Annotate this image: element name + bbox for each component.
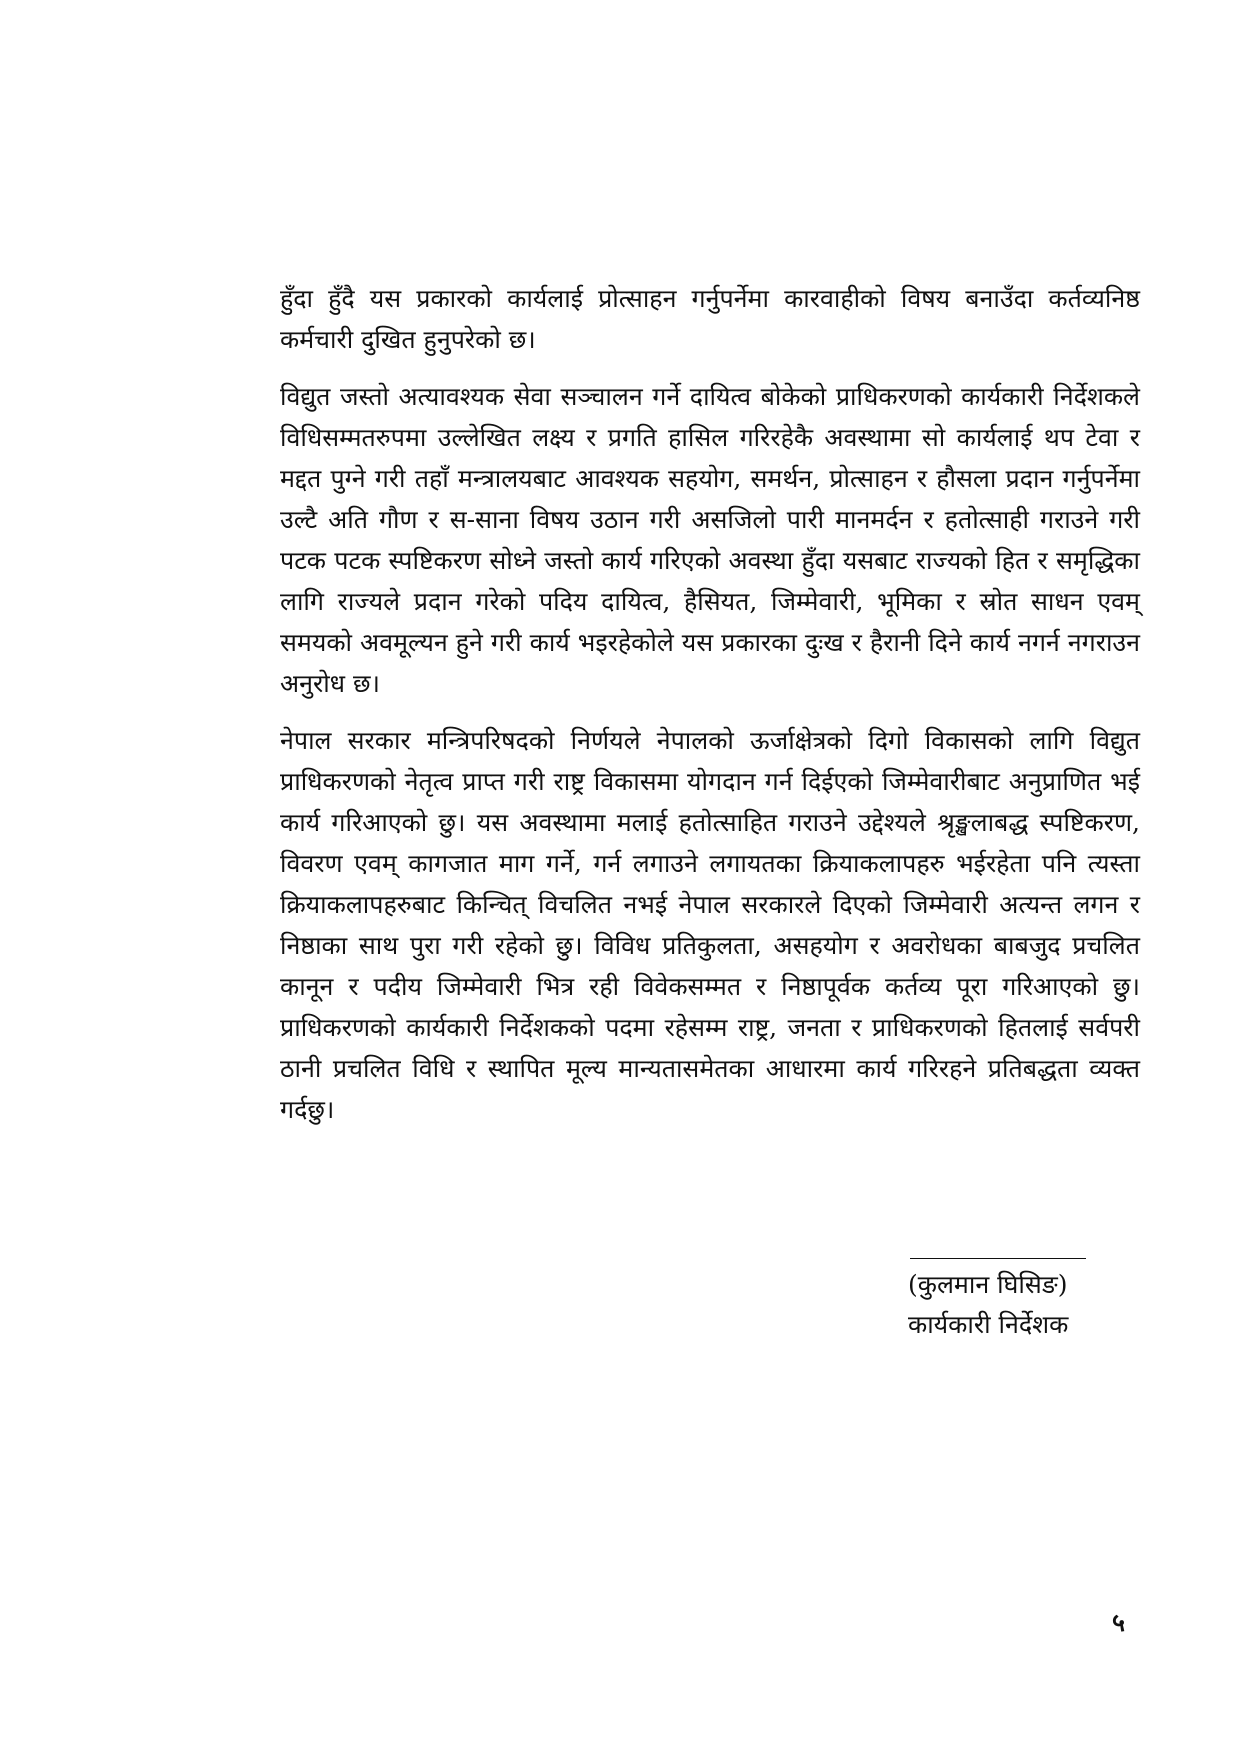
signatory-name: (कुलमान घिसिङ) [908,1270,1068,1299]
paragraph-3: नेपाल सरकार मन्त्रिपरिषदको निर्णयले नेपालको ऊर्जाक्षेत्रको दिगो विकासको लागि विद्युत प्राधिकरणको नेतृत्व प्राप्त गरी राष्ट्र विकासमा योगदान गर्न दिईएको जिम्मेवारीबाट अनुप्राणित भई कार्य गरिआएको छु। यस अवस्थामा मलाई हतोत्साहित गराउने उद्देश्यले श्रृङ्खलाबद्ध स्पष्टिकरण, विवरण एवम् कागजात माग गर्ने, गर्न लगाउने लगायतका क्रियाकलापहरु भईरहेता पनि त्यस्ता क्रियाकलापहरुबाट किन्चित् विचलित नभई नेपाल सरकारले दिएको जिम्मेवारी अत्यन्त लगन र निष्ठाका साथ पुरा गरी रहेको छु। विविध प्रतिकुलता, असहयोग र अवरोधका बाबजुद प्रचलित कानून र पदीय जिम्मेवारी भित्र रही विवेकसम्मत र निष्ठापूर्वक कर्तव्य पूरा गरिआएको छु। प्राधिकरणको कार्यकारी निर्देशकको पदमा रहेसम्म राष्ट्र, जनता र प्राधिकरणको हितलाई सर्वपरी ठानी प्रचलित विधि र स्थापित मूल्य मान्यतासमेतका आधारमा कार्य गरिरहने प्रतिबद्धता व्यक्त गर्दछु। [280,726,1140,1124]
letter-body [280,278,1140,1146]
page-number: ५ [1112,1608,1126,1637]
paragraph-2: विद्युत जस्तो अत्यावश्यक सेवा सञ्चालन गर्ने दायित्व बोकेको प्राधिकरणको कार्यकारी निर्देशकले विधिसम्मतरुपमा उल्लेखित लक्ष्य र प्रगति हासिल गरिरहेकै अवस्थामा सो कार्यलाई थप टेवा र मद्दत पुग्ने गरी तहाँ मन्त्रालयबाट आवश्यक सहयोग, समर्थन, प्रोत्साहन र हौसला प्रदान गर्नुपर्नेमा उल्टै अति गौण र स-साना विषय उठान गरी असजिलो पारी मानमर्दन र हतोत्साही गराउने गरी पटक पटक स्पष्टिकरण सोध्ने जस्तो कार्य गरिएको अवस्था हुँदा यसबाट राज्यको हित र समृद्धिका लागि राज्यले प्रदान गरेको पदिय दायित्व, हैसियत, जिम्मेवारी, भूमिका र स्रोत साधन एवम् समयको अवमूल्यन हुने गरी कार्य भइरहेकोले यस प्रकारका दुःख र हैरानी दिने कार्य नगर्न नगराउन अनुरोध छ। [280,382,1140,698]
signature-line [910,1258,1086,1259]
signature-block [908,1258,1158,1345]
paragraph-1: हुँदा हुँदै यस प्रकारको कार्यलाई प्रोत्साहन गर्नुपर्नेमा कारवाहीको विषय बनाउँदा कर्तव्यनिष्ठ कर्मचारी दुखित हुनुपरेको छ। [280,284,1140,354]
signatory-title: कार्यकारी निर्देशक [908,1310,1069,1339]
